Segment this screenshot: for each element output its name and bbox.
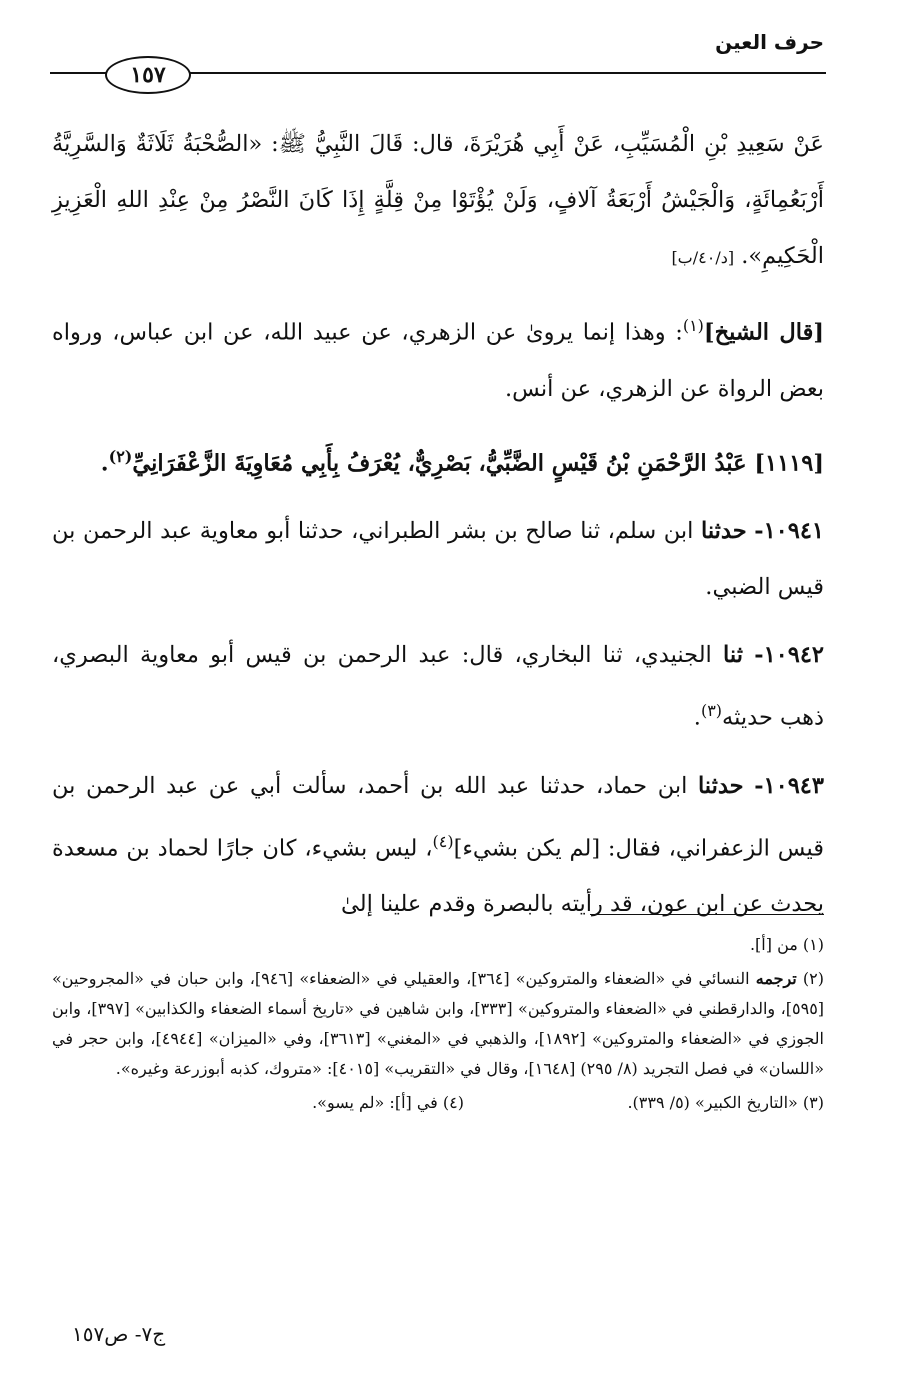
narration-number: ١٠٩٤٢-: [754, 642, 824, 668]
hadith-text: عَنْ سَعِيدِ بْنِ الْمُسَيِّبِ، عَنْ أَبِي هُرَيْرَةَ، قال: قَالَ النَّبِيُّ ﷺ: «الصُّحْبَةُ ثَلَاثَةٌ وَالسَّرِيَّةُ أَرْبَعُمِائَةٍ، وَالْجَيْشُ أَرْبَعَةُ آلافٍ، وَلَنْ يُؤْتَوْا مِنْ قِلَّةٍ إِذَا كَانَ النَّصْرُ مِنْ عِنْدِ اللهِ الْعَزِيزِ الْحَكِيمِ».: [52, 131, 824, 269]
manuscript-ref: [د/٤٠/ب]: [671, 248, 735, 267]
footnotes: [52, 930, 824, 1118]
narration-keyword: حدثنا: [701, 518, 747, 544]
narration-keyword: ثنا: [723, 642, 743, 668]
narration-text-a: ابن حماد، حدثنا عبد الله بن أحمد، سألت أبي عن عبد الرحمن بن قيس الزعفراني، فقال: [لم يكن بشيء]: [52, 772, 824, 861]
footnote-mark-2: (٢): [108, 446, 133, 466]
narration-text: الجنيدي، ثنا البخاري، قال: عبد الرحمن بن قيس أبو معاوية البصري، ذهب حديثه: [52, 642, 824, 731]
footnote-1: (١) من [أ].: [749, 935, 824, 954]
narration-keyword: حدثنا: [697, 772, 744, 799]
footnote-4: (٤) في [أ]: «لم يسو».: [312, 1093, 464, 1112]
footnote-2: [52, 964, 824, 1084]
chapter-title: حرف العين: [715, 30, 824, 54]
page-number-badge: ١٥٧: [105, 56, 191, 94]
narration-10941: [52, 503, 824, 615]
footnote-mark-4: (٤): [432, 831, 454, 851]
entry-heading: [١١١٩] عَبْدُ الرَّحْمَنِ بْنُ قَيْسٍ الضَّبِّيُّ، بَصْرِيٌّ، يُعْرَفُ بِأَبِي مُعَاوِيَةَ الزَّعْفَرَانِيِّ$^{(٢)}$.: [100, 446, 824, 476]
sheikh-comment: [52, 298, 824, 417]
footnote-separator: [590, 914, 824, 915]
hadith-paragraph: [52, 116, 824, 286]
footnote-mark-3: (٣): [700, 701, 723, 720]
footnote-2-keyword: ترجمه: [755, 969, 797, 988]
narration-10943: [52, 758, 824, 933]
sheikh-label: [قال الشيخ]: [703, 319, 824, 346]
narration-text-b: ، ليس بشيء، كان جارًا لحماد بن مسعدة يحدث عن ابن عون، قد رأيته بالبصرة وقدم علينا إلىٰ: [52, 835, 824, 917]
footnote-3: (٣) «التاريخ الكبير» (٥/ ٣٣٩).: [627, 1093, 824, 1112]
narration-number: ١٠٩٤١-: [754, 518, 824, 544]
narration-number: ١٠٩٤٣-: [754, 772, 824, 799]
narration-10942: ١٠٩٤٢- ثنا الجنيدي، ثنا البخاري، قال: عبد الرحمن بن قيس أبو معاوية البصري، ذهب حديثه$^{(٣)}$.: [52, 642, 824, 731]
main-text: [52, 116, 824, 932]
footnote-2-number: (٢): [802, 969, 825, 988]
footnote-2-text: النسائي في «الضعفاء والمتروكين» [٣٦٤]، والعقيلي في «الضعفاء» [٩٤٦]، وابن حبان في «المجروحين» [٥٩٥]، والدارقطني في «الضعفاء والمتروكين» [٣٣٣]، وابن شاهين في «تاريخ أسماء الضعفاء والكذابين» [٣٩٧]، وابن الجوزي في «الضعفاء والمتروكين» [١٨٩٢]، والذهبي في «المغني» [٣٦١٣]، وفي «الميزان» [٤٩٤٤]، وابن حجر في «اللسان» في فصل التجريد (٨/ ٢٩٥) [١٦٤٨]، وقال في «التقريب» [٤٠١٥]: «متروك، كذبه أبوزرعة وغيره».: [52, 969, 825, 1078]
entry-title: [١١١٩] عَبْدُ الرَّحْمَنِ بْنُ قَيْسٍ الضَّبِّيُّ، بَصْرِيٌّ، يُعْرَفُ بِأَبِي مُعَاوِيَةَ الزَّعْفَرَانِيِّ: [132, 450, 824, 476]
footnote-mark-1: (١): [682, 316, 704, 335]
volume-page-signature: ج٧- ص١٥٧: [72, 1322, 166, 1346]
footnote-row-3-4: [52, 1088, 824, 1118]
narration-text: ابن سلم، ثنا صالح بن بشر الطبراني، حدثنا أبو معاوية عبد الرحمن بن قيس الضبي.: [52, 518, 824, 600]
sheikh-text: : وهذا إنما يروىٰ عن الزهري، عن عبيد الله، عن ابن عباس، ورواه بعض الرواة عن الزهري، عن أنس.: [52, 319, 824, 402]
